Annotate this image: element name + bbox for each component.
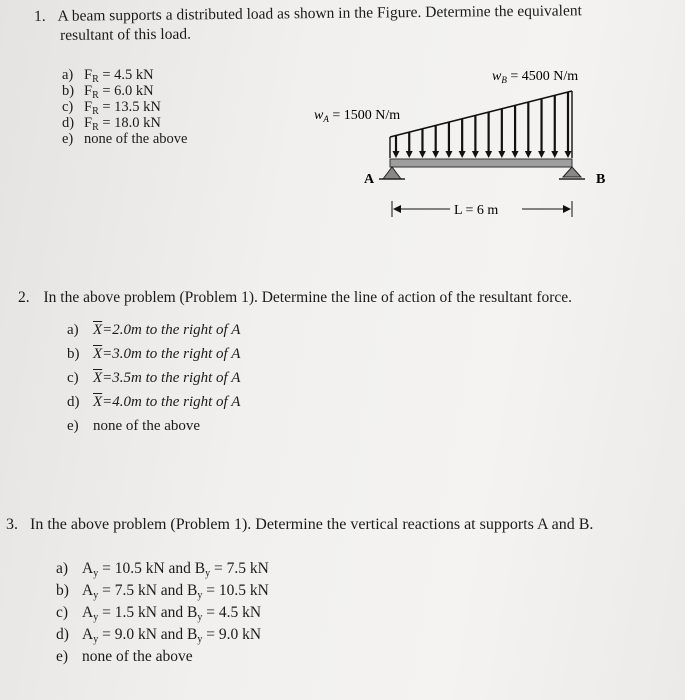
distributed-load: [390, 91, 572, 158]
load-arrow-head: [419, 151, 426, 158]
support-a-label: A: [364, 172, 375, 187]
length-label: L = 6 m: [454, 203, 499, 218]
load-arrow-head: [498, 151, 505, 158]
question-1-number: 1.: [34, 7, 46, 25]
load-arrow-head: [565, 151, 572, 158]
beam-figure: [300, 55, 640, 235]
question-1-option: d) $F_R = 18.0$ kN: [62, 115, 161, 133]
question-1-option: e) none of the above: [62, 131, 188, 147]
question-1-option: c) $F_R = 13.5$ kN: [62, 99, 161, 117]
question-3-option: a) $A_y = 10.5$ kN and $B_y = 7.5$ kN: [56, 560, 269, 579]
question-2-option: b) $\overline{X}=3.0m$ to the right of A: [67, 346, 241, 362]
load-arrow-head: [432, 151, 439, 158]
support-b-roller: [559, 167, 585, 179]
wb-load-label: $w_B = 4500$ N/m: [492, 69, 579, 85]
wa-load-label: $w_A = 1500$ N/m: [314, 108, 401, 124]
question-2-text: In the above problem (Problem 1). Determine the line of action of the resultant force.: [43, 289, 573, 306]
question-3: [6, 516, 593, 534]
support-b-label: B: [596, 172, 606, 187]
load-arrow-head: [485, 151, 492, 158]
question-2-option: a) $\overline{X}=2.0m$ to the right of A: [67, 322, 241, 338]
load-arrow-head: [525, 151, 532, 158]
load-arrow-head: [406, 151, 413, 158]
question-3-option: e) none of the above: [56, 648, 193, 665]
load-arrow-head: [538, 151, 545, 158]
load-arrow-head: [551, 151, 558, 158]
question-3-option: c) $A_y = 1.5$ kN and $B_y = 4.5$ kN: [56, 604, 262, 623]
question-2-option: e) none of the above: [67, 418, 201, 434]
support-a-pin: [379, 167, 405, 179]
question-1-option: b) $F_R = 6.0$ kN: [62, 83, 154, 101]
question-1-option: a) $F_R = 4.5$ kN: [62, 67, 154, 85]
load-arrow-head: [512, 151, 519, 158]
question-3-option: d) $A_y = 9.0$ kN and $B_y = 9.0$ kN: [56, 626, 262, 645]
question-2-option: c) $\overline{X}=3.5m$ to the right of A: [67, 370, 241, 386]
question-3-text: In the above problem (Problem 1). Determine the vertical reactions at supports A and B.: [30, 516, 594, 533]
question-2-number: 2.: [18, 289, 30, 306]
question-3-number: 3.: [6, 516, 18, 533]
question-2: [18, 289, 572, 307]
load-arrow-head: [459, 151, 466, 158]
load-arrow-head: [393, 151, 400, 158]
question-2-option: d) $\overline{X}=4.0m$ to the right of A: [67, 394, 241, 410]
question-3-option: b) $A_y = 7.5$ kN and $B_y = 10.5$ kN: [56, 582, 269, 601]
question-1-text-line1: A beam supports a distributed load as shown in the Figure. Determine the equivalent: [57, 2, 582, 25]
beam: [390, 159, 572, 167]
load-arrow-head: [472, 151, 479, 158]
question-1: [34, 2, 582, 26]
question-1-text-line2: resultant of this load.: [60, 25, 192, 44]
load-arrow-head: [445, 151, 452, 158]
